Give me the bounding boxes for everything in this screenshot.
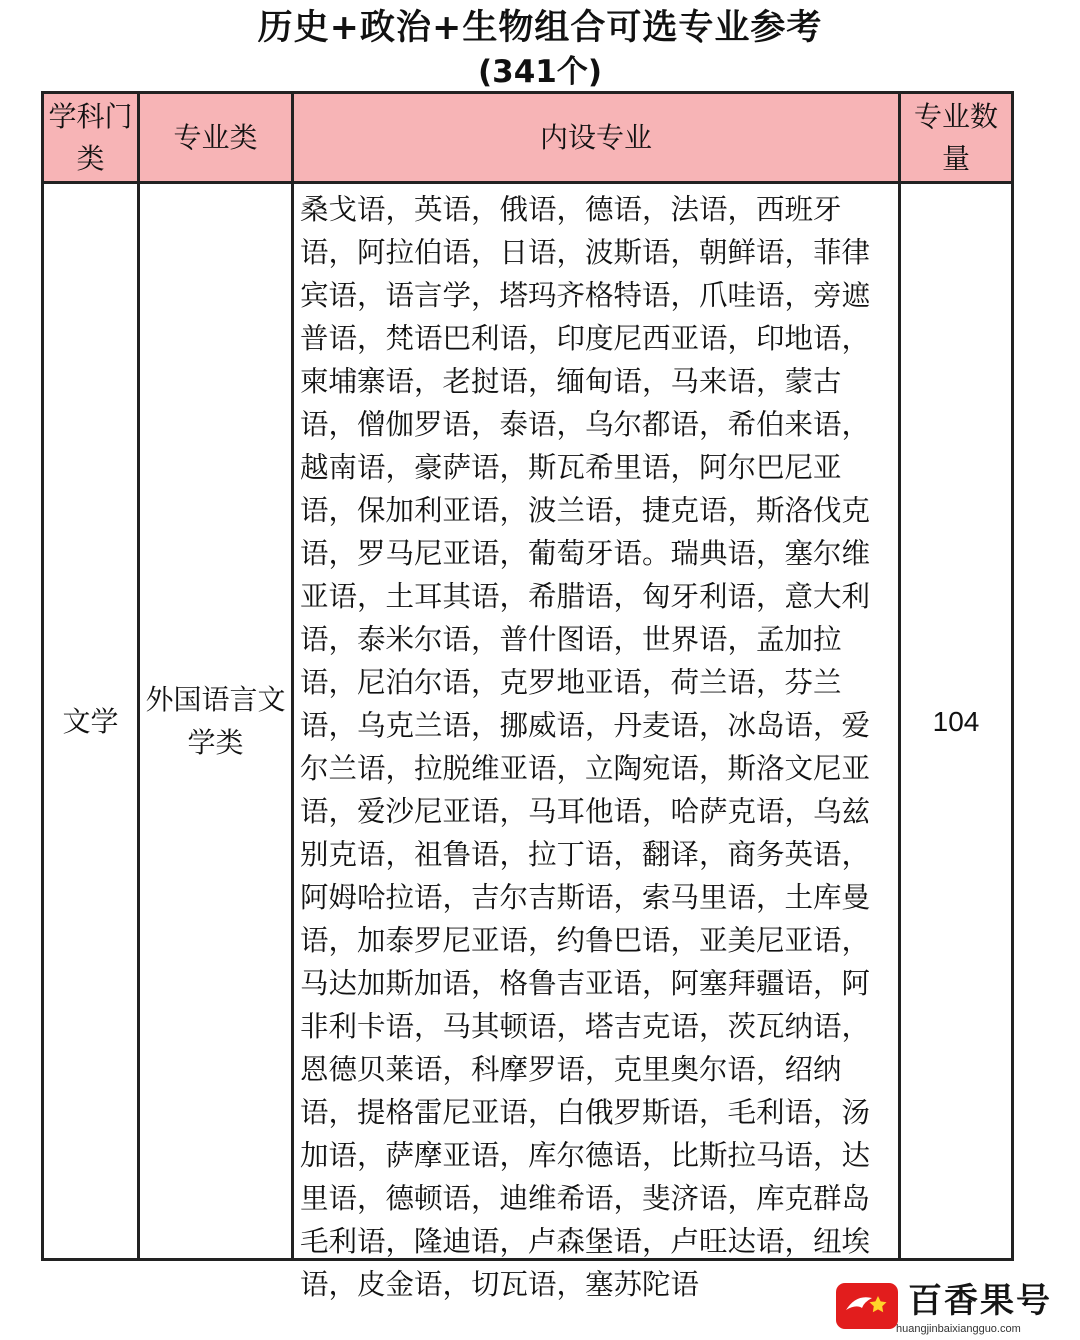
- count-cell: 104: [900, 183, 1013, 1260]
- category-cell: 外国语言文学类: [139, 183, 293, 1260]
- header-discipline: 学科门类: [43, 93, 139, 183]
- table-header-row: [43, 93, 1013, 183]
- majors-list-text: 桑戈语，英语，俄语，德语，法语，西班牙语，阿拉伯语，日语，波斯语，朝鲜语，菲律宾语，语言学，塔玛齐格特语，爪哇语，旁遮普语，梵语巴利语，印度尼西亚语，印地语，柬埔寨语，老挝语，缅甸语，马来语，蒙古语，僧伽罗语，泰语，乌尔都语，希伯来语，越南语，豪萨语，斯瓦希里语，阿尔巴尼亚语，保加利亚语，波兰语，捷克语，斯洛伐克语，罗马尼亚语，葡萄牙语。瑞典语，塞尔维亚语，土耳其语，希腊语，匈牙利语，意大利语，泰米尔语，普什图语，世界语，孟加拉语，尼泊尔语，克罗地亚语，荷兰语，芬兰语，乌克兰语，挪威语，丹麦语，冰岛语，爱尔兰语，拉脱维亚语，立陶宛语，斯洛文尼亚语，爱沙尼亚语，马耳他语，哈萨克语，乌兹别克语，祖鲁语，拉丁语，翻译，商务英语，阿姆哈拉语，吉尔吉斯语，索马里语，土库曼语，加泰罗尼亚语，约鲁巴语，亚美尼亚语，马达加斯加语，格鲁吉亚语，阿塞拜疆语，阿非利卡语，马其顿语，塔吉克语，茨瓦纳语，恩德贝莱语，科摩罗语，克里奥尔语，绍纳语，提格雷尼亚语，白俄罗斯语，毛利语，汤加语，萨摩亚语，库尔德语，比斯拉马语，达里语，德顿语，迪维希语，斐济语，库克群岛毛利语，隆迪语，卢森堡语，卢旺达语，纽埃语，皮金语，切瓦语，塞苏陀语: [300, 193, 871, 1301]
- page-subtitle: (341个): [477, 54, 603, 90]
- header-category: 专业类: [139, 93, 293, 183]
- majors-cell: [293, 183, 900, 1301]
- watermark-logo: [836, 1283, 898, 1329]
- watermark-name: 百香果号: [908, 1281, 1052, 1321]
- red-flag-star-icon: [842, 1288, 892, 1324]
- watermark-url: huangjinbaixiangguo.com: [896, 1323, 1021, 1335]
- discipline-cell: 文学: [43, 183, 139, 1260]
- header-count: 专业数量: [900, 93, 1013, 183]
- page-title: 历史+政治+生物组合可选专业参考: [257, 8, 823, 48]
- table-row: [43, 183, 1013, 1260]
- majors-table: [41, 91, 1014, 1301]
- header-majors: 内设专业: [293, 93, 900, 183]
